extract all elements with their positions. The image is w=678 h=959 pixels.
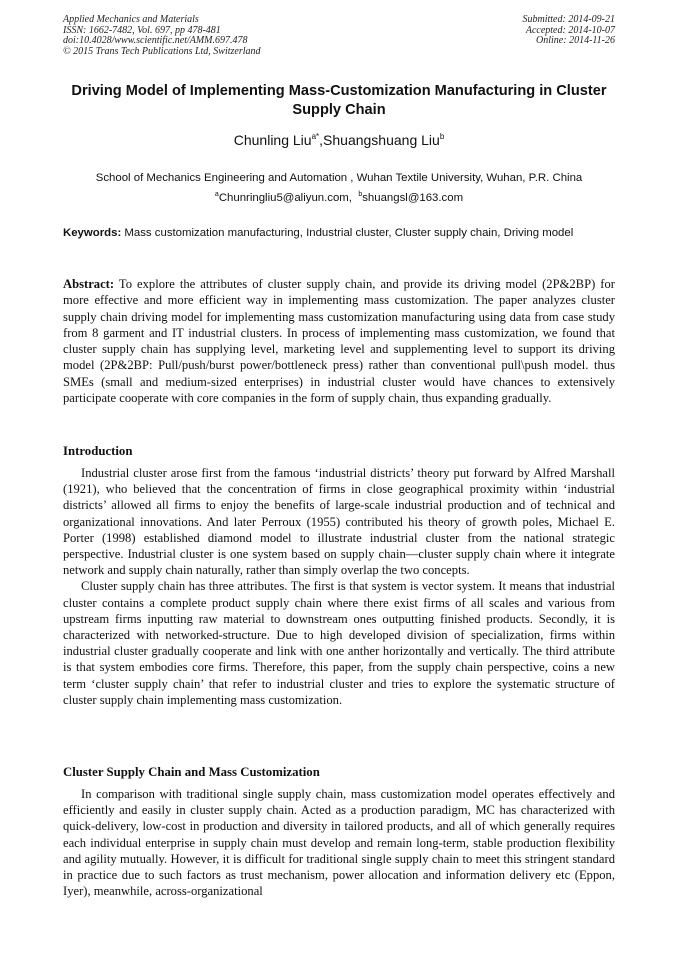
- email-superscript: a: [214, 191, 219, 198]
- journal-info: [63, 15, 261, 57]
- date-accepted: Accepted: 2014-10-07: [525, 24, 615, 36]
- email-address[interactable]: Chunringliu5@aliyun.com,: [218, 192, 352, 204]
- keywords-label: Keywords:: [63, 227, 122, 239]
- journal-doi: doi:10.4028/www.scientific.net/AMM.697.478: [63, 35, 248, 46]
- keywords-text: Mass customization manufacturing, Industrial cluster, Cluster supply chain, Driving model: [124, 227, 574, 239]
- author-superscript: a*: [311, 132, 320, 141]
- affiliation: School of Mechanics Engineering and Automation , Wuhan Textile University, Wuhan, P.R. China: [95, 172, 583, 184]
- publication-dates: [523, 15, 616, 47]
- date-online: Online: 2014-11-26: [536, 35, 615, 46]
- journal-issn: ISSN: 1662-7482, Vol. 697, pp 478-481: [63, 24, 221, 36]
- author-separator: ,: [319, 132, 324, 148]
- email-superscript: b: [358, 191, 363, 198]
- author-name: Chunling Liu: [233, 132, 312, 148]
- keywords: [63, 226, 615, 241]
- section-heading: Cluster Supply Chain and Mass Customization: [63, 765, 320, 779]
- author-name: Shuangshuang Liu: [323, 132, 440, 148]
- email-line: [63, 191, 615, 206]
- abstract: [63, 276, 615, 406]
- paragraph: In comparison with traditional single supply chain, mass customization model operates effectively and efficiently and easily in cluster supply chain. Acted as a production paradigm, MC has characterized with quick-delivery, low-cost in production and diversity in tailored products, and all of which generally requires each individual enterprise in supply chain must develop and remain long-term, stable production flexibility and agility mutually. However, it is difficult for traditional single supply chain to meet this stringent standard in practice due to such factors as trust mechanism, power allocation and information delivery etc (Eppon, Iyer), meanwhile, across-organizational: [63, 787, 615, 899]
- paragraph: Industrial cluster arose first from the famous ‘industrial districts’ theory put forward by Alfred Marshall (1921), who believed that the concentration of firms in close geographical proximity within ‘industrial districts’ allowed all firms to enjoy the benefits of large-scale industrial production and of technical and organizational innovations. And later Perroux (1955) contributed his theory of growth poles, Michael E. Porter (1998) established diamond model to illustrate industrial cluster from the national strategic perspective. Industrial cluster is one system based on supply chain—cluster supply chain where it integrate network and supply chain naturally, rather than simply overlap the two concepts.: [63, 466, 615, 578]
- paper-title: Driving Model of Implementing Mass-Customization Manufacturing in Cluster Supply Chain: [71, 83, 607, 118]
- date-submitted: Submitted: 2014-09-21: [522, 14, 615, 25]
- abstract-label: Abstract:: [63, 277, 115, 291]
- section-body: [63, 465, 615, 708]
- paragraph: Cluster supply chain has three attributes. The first is that system is vector system. It means that industrial cluster contains a complete product supply chain where there exist firms of all scales and various from upstream firms inputting raw material to downstream ones outputting finished products. Secondly, it is characterized with networked-structure. Due to high developed division of specialization, firms within industrial cluster gradually cooperate and link with one anther horizontally and vertically. The third attribute is that system embodies core firms. Therefore, this paper, from the supply chain perspective, coins a new term ‘cluster supply chain’ that refer to industrial cluster and tries to explore the systematic structure of cluster supply chain implementing mass customization.: [63, 579, 615, 707]
- journal-name: Applied Mechanics and Materials: [63, 14, 199, 25]
- author-line: [63, 131, 615, 149]
- section-body: [63, 786, 615, 899]
- email-address[interactable]: shuangsl@163.com: [362, 192, 464, 204]
- author-superscript: b: [439, 132, 445, 141]
- section-heading: Introduction: [63, 444, 133, 458]
- abstract-text: To explore the attributes of cluster supply chain, and provide its driving model (2P&2BP) for more effective and more efficient way in implementing mass customization. The paper analyzes cluster supply chain driving model for implementing mass customization manufacturing using data from case study from 8 garment and IT industrial clusters. In process of implementing mass customization, we found that cluster supply chain has supplying level, marketing level and supplementing level to support its driving model (2P&2BP: Pull/push/burst power/bottleneck press) rather than conventional pull\push model. thus SMEs (small and medium-sized enterprises) in industrial cluster would have chances to extensively participate cooperate with core companies in the form of supply chain, thus expanding gradually.: [63, 277, 615, 406]
- journal-copyright: © 2015 Trans Tech Publications Ltd, Switzerland: [63, 45, 261, 57]
